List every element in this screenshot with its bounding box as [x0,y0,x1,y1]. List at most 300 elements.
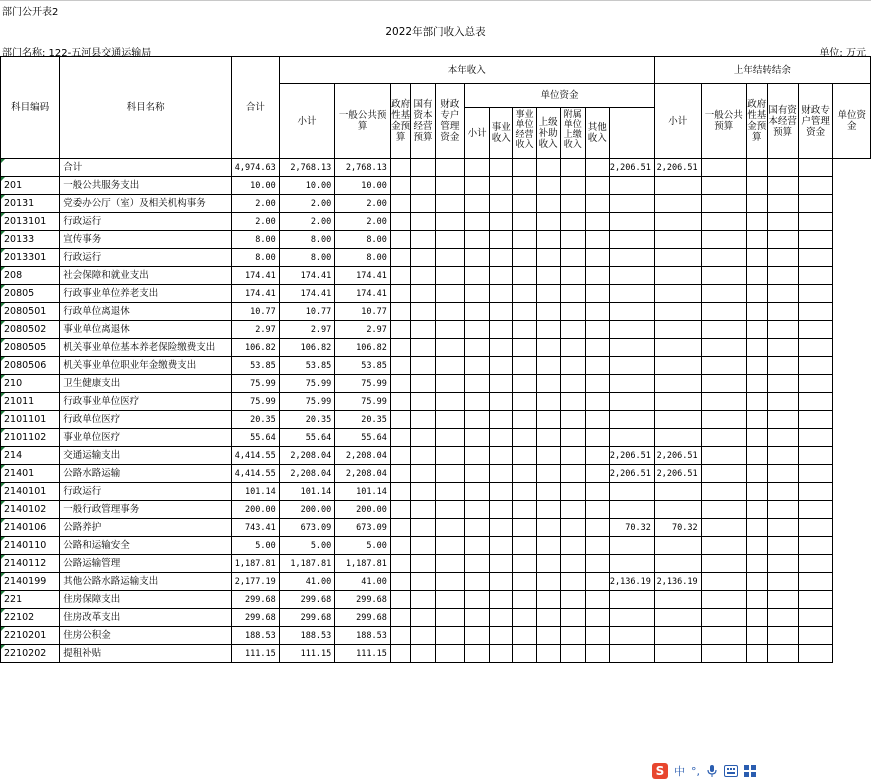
cell-uf-superior[interactable] [536,627,560,645]
cell-subtotal[interactable]: 174.41 [279,267,335,285]
cell-uf-operating[interactable] [513,267,536,285]
cell-gov-fund[interactable] [390,249,411,267]
cell-total[interactable]: 4,414.55 [232,465,280,483]
cell-fiscal-special[interactable] [435,411,464,429]
cell-c-fiscal-special[interactable] [767,573,798,591]
cell-uf-superior[interactable] [536,285,560,303]
cell-fiscal-special[interactable] [435,627,464,645]
cell-c-unit-funds[interactable] [798,411,833,429]
cell-c-unit-funds[interactable] [798,609,833,627]
cell-uf-business[interactable] [490,249,513,267]
cell-c-state-capital[interactable] [746,627,767,645]
cell-c-gov-fund[interactable] [701,303,746,321]
cell-uf-business[interactable] [490,177,513,195]
cell-general[interactable]: 2.97 [335,321,391,339]
cell-c-general[interactable] [654,429,701,447]
cell-c-unit-funds[interactable] [798,321,833,339]
cell-uf-affiliated[interactable] [560,573,585,591]
cell-uf-operating[interactable] [513,627,536,645]
cell-general[interactable]: 1,187.81 [335,555,391,573]
subject-name[interactable]: 事业单位医疗 [60,429,232,447]
cell-gov-fund[interactable] [390,285,411,303]
cell-uf-business[interactable] [490,159,513,177]
subject-name[interactable]: 一般行政管理事务 [60,501,232,519]
cell-fiscal-special[interactable] [435,213,464,231]
cell-uf-other[interactable] [585,447,609,465]
cell-uf-other[interactable] [585,465,609,483]
cell-c-general[interactable] [654,537,701,555]
cell-uf-affiliated[interactable] [560,249,585,267]
cell-general[interactable]: 200.00 [335,501,391,519]
cell-general[interactable]: 53.85 [335,357,391,375]
subject-name[interactable]: 公路运输管理 [60,555,232,573]
cell-uf-subtotal[interactable] [465,537,490,555]
subject-code[interactable]: 2013301 [1,249,60,267]
cell-uf-operating[interactable] [513,177,536,195]
cell-c-state-capital[interactable] [746,591,767,609]
cell-state-capital[interactable] [411,159,435,177]
cell-subtotal[interactable]: 2.97 [279,321,335,339]
subject-name[interactable]: 卫生健康支出 [60,375,232,393]
cell-state-capital[interactable] [411,465,435,483]
cell-gov-fund[interactable] [390,159,411,177]
cell-gov-fund[interactable] [390,591,411,609]
cell-c-fiscal-special[interactable] [767,501,798,519]
cell-c-state-capital[interactable] [746,159,767,177]
cell-uf-subtotal[interactable] [465,339,490,357]
cell-c-unit-funds[interactable] [798,213,833,231]
cell-c-subtotal[interactable] [609,375,654,393]
cell-c-subtotal[interactable] [609,627,654,645]
cell-uf-operating[interactable] [513,483,536,501]
cell-c-unit-funds[interactable] [798,537,833,555]
cell-uf-subtotal[interactable] [465,321,490,339]
cell-c-state-capital[interactable] [746,177,767,195]
cell-c-fiscal-special[interactable] [767,177,798,195]
subject-code[interactable] [1,159,60,177]
cell-fiscal-special[interactable] [435,231,464,249]
cell-total[interactable]: 299.68 [232,609,280,627]
cell-uf-business[interactable] [490,339,513,357]
cell-uf-affiliated[interactable] [560,591,585,609]
cell-c-fiscal-special[interactable] [767,537,798,555]
cell-c-unit-funds[interactable] [798,231,833,249]
cell-uf-affiliated[interactable] [560,321,585,339]
cell-fiscal-special[interactable] [435,573,464,591]
cell-uf-affiliated[interactable] [560,195,585,213]
cell-c-state-capital[interactable] [746,483,767,501]
cell-state-capital[interactable] [411,303,435,321]
cell-fiscal-special[interactable] [435,537,464,555]
cell-uf-affiliated[interactable] [560,537,585,555]
cell-c-general[interactable] [654,393,701,411]
cell-gov-fund[interactable] [390,393,411,411]
cell-uf-affiliated[interactable] [560,483,585,501]
cell-c-fiscal-special[interactable] [767,609,798,627]
cell-general[interactable]: 673.09 [335,519,391,537]
cell-total[interactable]: 200.00 [232,501,280,519]
cell-uf-operating[interactable] [513,537,536,555]
cell-uf-other[interactable] [585,483,609,501]
cell-subtotal[interactable]: 75.99 [279,393,335,411]
cell-general[interactable]: 188.53 [335,627,391,645]
subject-code[interactable]: 2013101 [1,213,60,231]
cell-uf-other[interactable] [585,645,609,663]
cell-c-gov-fund[interactable] [701,159,746,177]
cell-total[interactable]: 174.41 [232,285,280,303]
cell-subtotal[interactable]: 2,208.04 [279,447,335,465]
cell-uf-other[interactable] [585,357,609,375]
cell-gov-fund[interactable] [390,519,411,537]
cell-c-gov-fund[interactable] [701,627,746,645]
cell-state-capital[interactable] [411,339,435,357]
cell-c-gov-fund[interactable] [701,483,746,501]
cell-uf-operating[interactable] [513,573,536,591]
subject-name[interactable]: 党委办公厅（室）及相关机构事务 [60,195,232,213]
cell-c-gov-fund[interactable] [701,645,746,663]
cell-uf-superior[interactable] [536,411,560,429]
cell-general[interactable]: 174.41 [335,267,391,285]
cell-state-capital[interactable] [411,411,435,429]
cell-uf-subtotal[interactable] [465,159,490,177]
cell-uf-subtotal[interactable] [465,591,490,609]
cell-c-fiscal-special[interactable] [767,285,798,303]
cell-c-fiscal-special[interactable] [767,411,798,429]
cell-uf-operating[interactable] [513,375,536,393]
cell-c-gov-fund[interactable] [701,249,746,267]
cell-uf-operating[interactable] [513,519,536,537]
cell-state-capital[interactable] [411,519,435,537]
cell-c-gov-fund[interactable] [701,591,746,609]
cell-uf-affiliated[interactable] [560,609,585,627]
cell-c-unit-funds[interactable] [798,339,833,357]
cell-c-general[interactable] [654,609,701,627]
cell-uf-other[interactable] [585,339,609,357]
cell-fiscal-special[interactable] [435,285,464,303]
cell-uf-affiliated[interactable] [560,213,585,231]
cell-c-gov-fund[interactable] [701,573,746,591]
subject-code[interactable]: 2080505 [1,339,60,357]
cell-state-capital[interactable] [411,645,435,663]
subject-code[interactable]: 2210201 [1,627,60,645]
cell-general[interactable]: 20.35 [335,411,391,429]
cell-c-gov-fund[interactable] [701,393,746,411]
cell-uf-subtotal[interactable] [465,645,490,663]
cell-subtotal[interactable]: 673.09 [279,519,335,537]
cell-c-gov-fund[interactable] [701,321,746,339]
cell-c-subtotal[interactable] [609,213,654,231]
cell-total[interactable]: 106.82 [232,339,280,357]
cell-uf-subtotal[interactable] [465,519,490,537]
cell-general[interactable]: 10.00 [335,177,391,195]
cell-uf-subtotal[interactable] [465,411,490,429]
cell-uf-affiliated[interactable] [560,159,585,177]
cell-total[interactable]: 5.00 [232,537,280,555]
cell-state-capital[interactable] [411,537,435,555]
cell-c-gov-fund[interactable] [701,231,746,249]
cell-state-capital[interactable] [411,483,435,501]
cell-uf-affiliated[interactable] [560,429,585,447]
cell-c-state-capital[interactable] [746,555,767,573]
cell-subtotal[interactable]: 200.00 [279,501,335,519]
cell-gov-fund[interactable] [390,537,411,555]
cell-uf-subtotal[interactable] [465,303,490,321]
cell-uf-other[interactable] [585,249,609,267]
subject-code[interactable]: 221 [1,591,60,609]
cell-uf-operating[interactable] [513,159,536,177]
cell-c-general[interactable] [654,231,701,249]
cell-c-state-capital[interactable] [746,465,767,483]
cell-gov-fund[interactable] [390,339,411,357]
cell-uf-superior[interactable] [536,213,560,231]
cell-uf-superior[interactable] [536,645,560,663]
cell-uf-other[interactable] [585,231,609,249]
cell-c-fiscal-special[interactable] [767,303,798,321]
cell-subtotal[interactable]: 75.99 [279,375,335,393]
cell-c-state-capital[interactable] [746,645,767,663]
cell-c-unit-funds[interactable] [798,465,833,483]
cell-general[interactable]: 2,208.04 [335,447,391,465]
cell-fiscal-special[interactable] [435,591,464,609]
cell-c-fiscal-special[interactable] [767,555,798,573]
cell-gov-fund[interactable] [390,177,411,195]
cell-general[interactable]: 299.68 [335,591,391,609]
cell-uf-business[interactable] [490,519,513,537]
cell-c-subtotal[interactable] [609,555,654,573]
subject-name[interactable]: 行政运行 [60,213,232,231]
cell-uf-affiliated[interactable] [560,375,585,393]
cell-c-unit-funds[interactable] [798,357,833,375]
cell-total[interactable]: 75.99 [232,393,280,411]
cell-c-subtotal[interactable]: 2,136.19 [609,573,654,591]
ime-language[interactable]: 中 [674,765,685,778]
cell-gov-fund[interactable] [390,447,411,465]
cell-gov-fund[interactable] [390,303,411,321]
cell-c-unit-funds[interactable] [798,267,833,285]
cell-total[interactable]: 188.53 [232,627,280,645]
subject-name[interactable]: 一般公共服务支出 [60,177,232,195]
cell-uf-superior[interactable] [536,375,560,393]
cell-uf-other[interactable] [585,195,609,213]
cell-uf-business[interactable] [490,501,513,519]
cell-c-general[interactable] [654,249,701,267]
cell-fiscal-special[interactable] [435,501,464,519]
cell-c-subtotal[interactable] [609,429,654,447]
cell-gov-fund[interactable] [390,375,411,393]
cell-subtotal[interactable]: 111.15 [279,645,335,663]
cell-gov-fund[interactable] [390,231,411,249]
cell-uf-superior[interactable] [536,591,560,609]
cell-uf-business[interactable] [490,411,513,429]
cell-c-subtotal[interactable] [609,357,654,375]
cell-gov-fund[interactable] [390,609,411,627]
subject-name[interactable]: 交通运输支出 [60,447,232,465]
cell-uf-business[interactable] [490,429,513,447]
cell-general[interactable]: 10.77 [335,303,391,321]
cell-uf-business[interactable] [490,213,513,231]
cell-state-capital[interactable] [411,501,435,519]
cell-c-fiscal-special[interactable] [767,519,798,537]
cell-fiscal-special[interactable] [435,447,464,465]
cell-total[interactable]: 53.85 [232,357,280,375]
cell-c-fiscal-special[interactable] [767,447,798,465]
cell-total[interactable]: 2.00 [232,195,280,213]
cell-total[interactable]: 10.00 [232,177,280,195]
subject-name[interactable]: 提租补贴 [60,645,232,663]
cell-uf-operating[interactable] [513,447,536,465]
cell-c-state-capital[interactable] [746,321,767,339]
cell-total[interactable]: 299.68 [232,591,280,609]
cell-uf-other[interactable] [585,177,609,195]
cell-total[interactable]: 174.41 [232,267,280,285]
subject-name[interactable]: 宣传事务 [60,231,232,249]
cell-state-capital[interactable] [411,357,435,375]
cell-general[interactable]: 55.64 [335,429,391,447]
cell-fiscal-special[interactable] [435,249,464,267]
cell-uf-superior[interactable] [536,267,560,285]
cell-c-unit-funds[interactable] [798,591,833,609]
cell-subtotal[interactable]: 174.41 [279,285,335,303]
cell-uf-subtotal[interactable] [465,267,490,285]
subject-code[interactable]: 208 [1,267,60,285]
cell-uf-subtotal[interactable] [465,447,490,465]
cell-uf-business[interactable] [490,447,513,465]
cell-total[interactable]: 8.00 [232,231,280,249]
cell-uf-other[interactable] [585,303,609,321]
cell-c-general[interactable] [654,357,701,375]
cell-uf-superior[interactable] [536,249,560,267]
cell-uf-affiliated[interactable] [560,177,585,195]
cell-c-fiscal-special[interactable] [767,339,798,357]
cell-uf-operating[interactable] [513,321,536,339]
cell-fiscal-special[interactable] [435,609,464,627]
cell-state-capital[interactable] [411,627,435,645]
cell-uf-subtotal[interactable] [465,573,490,591]
subject-name[interactable]: 住房公积金 [60,627,232,645]
cell-uf-affiliated[interactable] [560,555,585,573]
subject-code[interactable]: 201 [1,177,60,195]
cell-c-fiscal-special[interactable] [767,195,798,213]
cell-uf-superior[interactable] [536,393,560,411]
cell-uf-superior[interactable] [536,357,560,375]
cell-gov-fund[interactable] [390,555,411,573]
subject-name[interactable]: 公路水路运输 [60,465,232,483]
cell-uf-business[interactable] [490,483,513,501]
subject-name[interactable]: 行政事业单位养老支出 [60,285,232,303]
subject-name[interactable]: 事业单位离退休 [60,321,232,339]
cell-fiscal-special[interactable] [435,159,464,177]
cell-uf-subtotal[interactable] [465,195,490,213]
cell-c-subtotal[interactable] [609,645,654,663]
cell-fiscal-special[interactable] [435,465,464,483]
cell-subtotal[interactable]: 299.68 [279,591,335,609]
cell-c-unit-funds[interactable] [798,303,833,321]
cell-uf-other[interactable] [585,159,609,177]
cell-c-subtotal[interactable] [609,303,654,321]
cell-c-unit-funds[interactable] [798,501,833,519]
cell-uf-subtotal[interactable] [465,213,490,231]
cell-c-fiscal-special[interactable] [767,357,798,375]
subject-code[interactable]: 20805 [1,285,60,303]
cell-uf-operating[interactable] [513,231,536,249]
cell-c-general[interactable] [654,501,701,519]
cell-gov-fund[interactable] [390,357,411,375]
cell-c-subtotal[interactable] [609,537,654,555]
subject-name[interactable]: 住房改革支出 [60,609,232,627]
cell-c-gov-fund[interactable] [701,195,746,213]
cell-uf-subtotal[interactable] [465,429,490,447]
cell-uf-subtotal[interactable] [465,609,490,627]
cell-uf-superior[interactable] [536,519,560,537]
cell-total[interactable]: 2.00 [232,213,280,231]
cell-general[interactable]: 75.99 [335,393,391,411]
subject-code[interactable]: 2140102 [1,501,60,519]
cell-c-fiscal-special[interactable] [767,375,798,393]
cell-c-general[interactable] [654,195,701,213]
cell-uf-superior[interactable] [536,321,560,339]
cell-uf-business[interactable] [490,357,513,375]
cell-c-general[interactable] [654,483,701,501]
cell-state-capital[interactable] [411,429,435,447]
ime-toolbar[interactable] [652,762,756,780]
cell-c-gov-fund[interactable] [701,429,746,447]
cell-subtotal[interactable]: 41.00 [279,573,335,591]
subject-code[interactable]: 2140106 [1,519,60,537]
cell-uf-other[interactable] [585,627,609,645]
cell-c-unit-funds[interactable] [798,627,833,645]
cell-c-subtotal[interactable] [609,267,654,285]
cell-fiscal-special[interactable] [435,267,464,285]
subject-code[interactable]: 2140110 [1,537,60,555]
keyboard-icon[interactable] [724,765,738,777]
cell-state-capital[interactable] [411,447,435,465]
cell-c-state-capital[interactable] [746,213,767,231]
cell-gov-fund[interactable] [390,195,411,213]
cell-c-state-capital[interactable] [746,447,767,465]
microphone-icon[interactable] [706,764,718,778]
cell-c-fiscal-special[interactable] [767,483,798,501]
cell-state-capital[interactable] [411,321,435,339]
subject-code[interactable]: 214 [1,447,60,465]
cell-c-subtotal[interactable] [609,393,654,411]
cell-state-capital[interactable] [411,375,435,393]
cell-total[interactable]: 75.99 [232,375,280,393]
cell-uf-other[interactable] [585,609,609,627]
subject-name[interactable]: 行政单位医疗 [60,411,232,429]
cell-c-gov-fund[interactable] [701,357,746,375]
subject-code[interactable]: 22102 [1,609,60,627]
cell-uf-other[interactable] [585,285,609,303]
cell-uf-subtotal[interactable] [465,501,490,519]
cell-uf-business[interactable] [490,627,513,645]
cell-c-unit-funds[interactable] [798,573,833,591]
cell-c-state-capital[interactable] [746,609,767,627]
cell-uf-subtotal[interactable] [465,285,490,303]
cell-subtotal[interactable]: 2.00 [279,195,335,213]
cell-total[interactable]: 1,187.81 [232,555,280,573]
cell-general[interactable]: 75.99 [335,375,391,393]
cell-c-subtotal[interactable] [609,285,654,303]
cell-c-unit-funds[interactable] [798,447,833,465]
cell-uf-affiliated[interactable] [560,267,585,285]
cell-c-general[interactable]: 70.32 [654,519,701,537]
cell-gov-fund[interactable] [390,465,411,483]
cell-c-general[interactable] [654,321,701,339]
subject-code[interactable]: 2210202 [1,645,60,663]
cell-c-general[interactable] [654,303,701,321]
cell-general[interactable]: 299.68 [335,609,391,627]
cell-gov-fund[interactable] [390,411,411,429]
